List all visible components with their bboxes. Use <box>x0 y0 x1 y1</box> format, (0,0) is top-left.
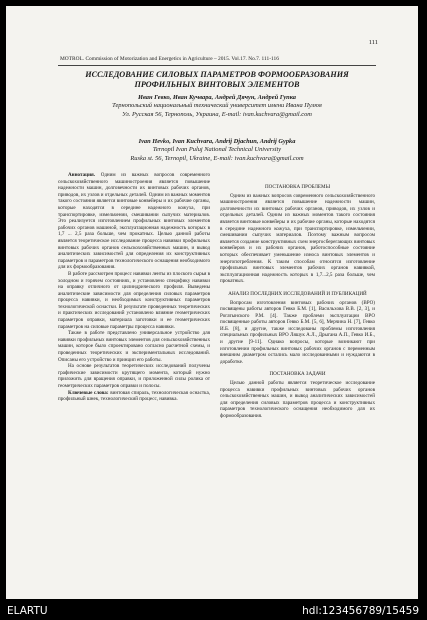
page-number: 111 <box>368 39 378 46</box>
footer-handle: hdl:123456789/15459 <box>302 605 419 617</box>
right-paragraph-1: Одним из важных вопросов современного сельскохозяйственного машиностроения является повышение надежности машин, долговечности их винтовых рабочих органов, приводов, их узлов и отдельных деталей. Одним из важных моментов такого состояния является винтовые конвейеры и их рабочие органы, которые находятся в середине надежного кожуха, при транспортировке, измельчении, смешивании сыпучих материалов. Поэтому важным вопросом является создание конструктивных схем энергосберегающих винтовых конвейеров и их рабочих органов, работоспособные состояние которых обеспечивает уменьшение износа винтовых элементов и энергопотребления. К таким способам относятся изготовление профильных винтовых элементов рабочих органов навивкой, эксплуатационная надежность которых в 1,7...2,5 раза больше, чем прокатных. <box>220 192 375 285</box>
heading-problem: ПОСТАНОВКА ПРОБЛЕМЫ <box>264 184 331 190</box>
right-paragraph-3: Целью данной работы является теоретическое исследование процесса навивки профильных винтовых рабочих органов сельскохозяйственных машин, и вывод аналитических зависимостей для определения силовых параметров процесса и конструктивных параметров технологического оснащения необходимого для их формообразования. <box>220 380 375 419</box>
left-paragraph-2: В работе рассмотрен процесс навивки ленты из плоского сырья в холодном и горячем состояниях, и установлено специфику навивки на оправку отличного от цилиндрического профиля. Выведены аналитические зависимости для определения силовых параметров процесса навивки, и необходимых конструктивных параметров технологической оснастки. В результате проведенных теоретических и практических исследований установлено влияние геометрических параметров оправки, материала заготовки и ее геометрических параметров на силовые параметры процесса навивки. <box>58 270 210 330</box>
left-column <box>58 172 210 403</box>
abstract <box>58 172 210 271</box>
authors-ru-affiliation: Тернопольский национальный технический университет имени Ивана Пулюя <box>112 102 322 110</box>
right-paragraph-2: Вопросам изготовления винтовых рабочих органов (ВРО) посвящены работы авторов Гевко Б.М. [1], Васильхова В.В. [2, 3], и Рогатынского Р.М. [4]. Также проблеми эксплуатации ВРО посвященные работы авторов Гевко Б.М. [5, 6], Мерчина Н. [7], Гевко И.Б. [8], и другие, также исследованы проблемы изготовления специальных профильных ВРО Ляшук А.Л., Дрыгана А.П., Гевко И.Б., и другие [9-11]. Однако вопросы, которые возникают при изготовлении профильных винтовых рабочих органов с переменным внешним диаметром остались мало исследованными и нуждаются в доработке. <box>220 299 375 365</box>
left-paragraph-4: На основе результатов теоретических исследований получены графические зависимости крутящего момента, который нужно приложить для вращения оправки, и приложенной силы ролика от геометрических параметров оправки и полосы. <box>58 363 210 389</box>
authors-en-names: Ivan Hevko, Ivan Kuchvara, Andrij Djachun, Andrij Gypka <box>138 138 296 145</box>
article-title: ИССЛЕДОВАНИЕ СИЛОВЫХ ПАРАМЕТРОВ ФОРМООБРАЗОВАНИЯ ПРОФИЛЬНЫХ ВИНТОВЫХ ЭЛЕМЕНТОВ <box>85 70 349 89</box>
header-rule <box>58 65 376 66</box>
authors-ru <box>58 94 376 119</box>
right-column <box>220 182 375 420</box>
footer-repository-name: ELARTU <box>7 605 48 617</box>
footer-bar <box>0 602 427 620</box>
authors-en <box>58 138 376 163</box>
authors-ru-names: Иван Гевко, Иван Кучвара, Андрей Дячун, Андрей Гупка <box>137 94 296 101</box>
keywords-label: Ключевые слова: <box>68 389 109 396</box>
journal-page <box>6 6 418 599</box>
abstract-label: Аннотация. <box>68 172 96 178</box>
keywords <box>58 390 210 403</box>
authors-ru-address: Ул. Русская 56, Тернополь, Украина, E-mail: ivan.kuchvara@gmail.com <box>122 110 312 118</box>
keywords-text: винтовая спираль, технологическая оснастка, профильный шнек, технологический процесс, навивка. <box>58 389 210 403</box>
running-head: MOTROL. Commission of Motorization and Energetics in Agriculture – 2015. Vol.17. No.7. 111-116 <box>60 56 279 62</box>
heading-task: ПОСТАНОВКА ЗАДАЧИ <box>269 371 326 378</box>
heading-analysis: АНАЛИЗ ПОСЛЕДНИХ ИССЛЕДОВАНИЙ И ПУБЛИКАЦИЙ <box>228 290 367 297</box>
authors-en-affiliation: Ternopil Ivan Puluj National Technical University <box>152 146 282 154</box>
authors-en-address: Ruska st. 56, Ternopil, Ukraine, E-mail: ivan.kuchvara@gmail.com <box>130 154 304 162</box>
abstract-text: Одним из важных вопросов современного сельскохозяйственного машиностроения является повышение надежности машин, долговечности их винтовых рабочих органов, приводов, их узлов и отдельных деталей. Одним из важных моментов такого состояния является винтовые конвейеры и их рабочие органы, которые находятся в середине надежного кожуха, при транспортировке, измельчении, смешивании сыпучих материалов. Это реализуется изготовлением профильных винтовых элементов рабочих органов машиной, эксплуатационная надежность которых в 1,7 ... 2,5 раза больше, чем прокатных. Целью данной работы является теоретическое исследование процесса навивки профильных винтовых рабочих органов сельскохозяйственных машин, и вывод аналитических зависимостей для определения их конструктивных параметров и параметров технологического оснащения необходимого для их формообразования. <box>58 172 210 271</box>
left-paragraph-3: Также в работе представлено универсальное устройство для навивки профильных винтовых элементов для сельскохозяйственных машин, которое было спроектировано согласно расчетной схемы, и проведенных теоретических и экспериментальных исследований. Описаны его устройство и принцип его работы. <box>58 330 210 363</box>
